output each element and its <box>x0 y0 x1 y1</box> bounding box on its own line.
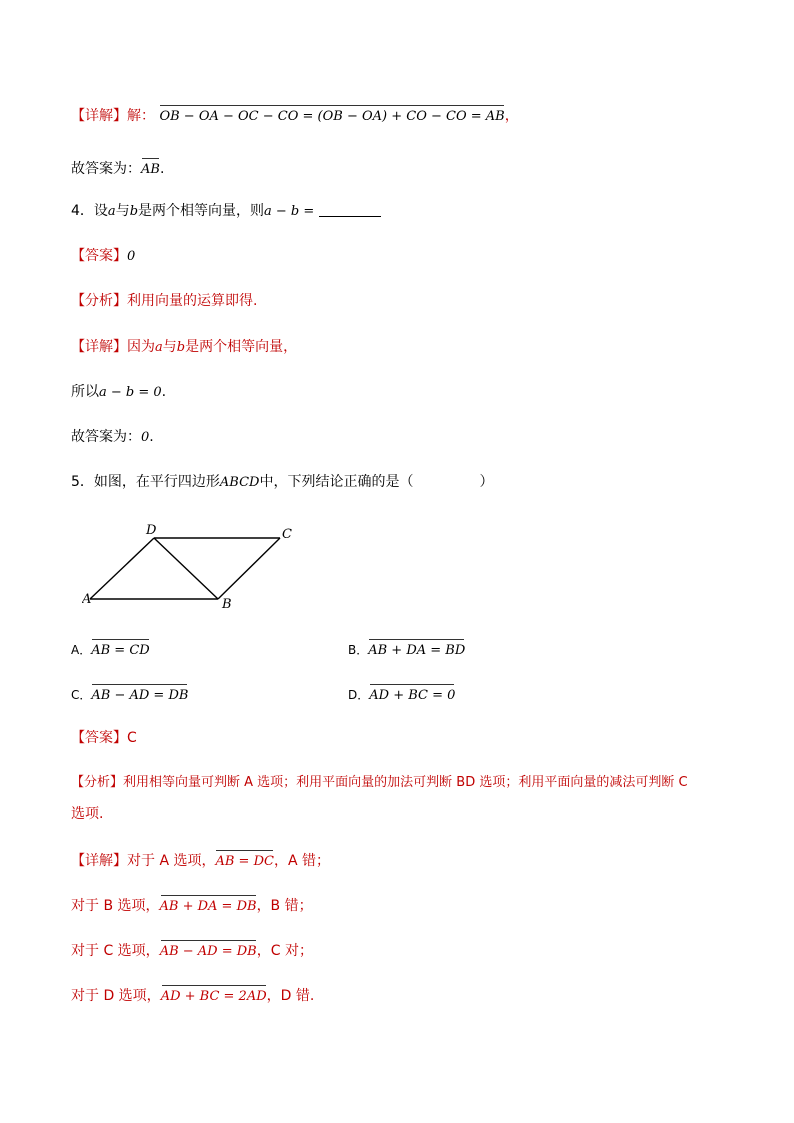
detail-tag: 【详解】 <box>71 108 127 124</box>
edge-bc <box>218 538 280 599</box>
q4-answer-tag: 【答案】 <box>71 248 127 264</box>
formula-vector-equation: OB − OA − OC − CO = (OB − OA) + CO − CO = AB <box>159 104 504 127</box>
option-b-label: B． <box>348 643 369 657</box>
q5-detail-1-expression: AB = DC <box>215 849 273 872</box>
q5-detail-4-a: 对于 D 选项， <box>71 988 161 1004</box>
option-c-expression: AB − AD = DB <box>91 683 188 706</box>
q5-answer <box>71 728 137 748</box>
answer-label: 故答案为： <box>71 161 141 177</box>
q4-detail-vector-b: b <box>176 340 186 355</box>
q5-analysis <box>71 773 688 793</box>
q5-detail-3-expression: AB − AD = DB <box>160 939 257 962</box>
q5-analysis-text: 利用相等向量可判断 A 选项；利用平面向量的加法可判断 BD 选项；利用平面向量的减法可判断 C <box>123 775 688 790</box>
vertex-label-b: B <box>222 597 232 612</box>
q4-expression: a − b = <box>264 204 315 219</box>
detail-prefix: 解： <box>127 108 155 124</box>
option-d[interactable] <box>348 683 455 706</box>
question-5 <box>71 472 493 493</box>
q4-so-expression: a − b = 0 <box>99 385 162 400</box>
q5-answer-value: C <box>127 730 137 746</box>
answer-vector: AB <box>141 157 160 180</box>
q4-text-b: 与 <box>115 203 130 219</box>
q5-detail-3-b: ，C 对； <box>256 943 313 959</box>
q4-analysis-text: 利用向量的运算即得. <box>127 293 258 309</box>
option-c[interactable] <box>71 683 188 706</box>
q5-detail-4 <box>71 984 314 1007</box>
q4-detail-text-a: 因为 <box>127 339 155 355</box>
q4-answer-value: 0 <box>127 249 136 264</box>
q4-analysis-tag: 【分析】 <box>71 293 127 309</box>
answer-line-prev <box>71 157 164 180</box>
option-b[interactable] <box>348 638 465 661</box>
q5-analysis-cont <box>71 804 103 824</box>
q5-detail-4-expression: AD + BC = 2AD <box>161 984 267 1007</box>
option-b-expression: AB + DA = BD <box>368 638 465 661</box>
vertex-label-c: C <box>282 527 292 542</box>
q4-final <box>71 427 154 448</box>
q5-detail-4-b: ，D 错. <box>266 988 315 1004</box>
q5-text: 5．如图，在平行四边形 <box>71 474 220 490</box>
question-4 <box>71 201 381 222</box>
q5-detail-tag: 【详解】 <box>71 853 127 869</box>
option-c-label: C． <box>71 688 92 702</box>
q4-final-label: 故答案为： <box>71 429 141 445</box>
parallelogram-figure <box>82 520 312 615</box>
q5-text-b: 中，下列结论正确的是（ <box>259 474 414 490</box>
option-d-expression: AD + BC = 0 <box>369 683 455 706</box>
q4-answer-blank[interactable] <box>319 202 381 217</box>
q5-shape-name: ABCD <box>219 475 260 490</box>
option-a-label: A． <box>71 643 92 657</box>
q5-analysis-tag: 【分析】 <box>71 775 124 790</box>
q5-detail-1 <box>71 849 330 872</box>
option-a-expression: AB = CD <box>91 638 149 661</box>
detail-line-1 <box>71 104 519 127</box>
q4-detail-text-b: 与 <box>162 339 177 355</box>
option-a[interactable] <box>71 638 150 661</box>
q4-detail-tag: 【详解】 <box>71 339 127 355</box>
q4-detail-text-c: 是两个相等向量， <box>185 339 298 355</box>
q4-final-end: . <box>149 429 154 445</box>
q4-vector-b: b <box>129 204 139 219</box>
answer-end: . <box>159 161 165 177</box>
edge-ad <box>90 538 154 599</box>
q5-detail-1-a: 对于 A 选项， <box>127 853 216 869</box>
q4-so-text: 所以 <box>71 384 99 400</box>
q5-detail-3-a: 对于 C 选项， <box>71 943 160 959</box>
q4-text-c: 是两个相等向量，则 <box>138 203 265 219</box>
vertex-label-d: D <box>146 523 157 538</box>
formula-suffix: ， <box>504 108 519 124</box>
q4-final-value: 0 <box>141 430 150 445</box>
q4-text-a: 4．设 <box>71 203 108 219</box>
q5-detail-2-expression: AB + DA = DB <box>160 894 257 917</box>
option-d-label: D． <box>348 688 370 702</box>
q5-text-c: ） <box>479 474 494 490</box>
q5-answer-tag: 【答案】 <box>71 730 127 746</box>
q5-analysis-text-2: 选项. <box>71 806 104 822</box>
q4-answer <box>71 246 135 267</box>
q4-detail <box>71 337 297 358</box>
q5-detail-2 <box>71 894 313 917</box>
q4-detail-vector-a: a <box>155 340 163 355</box>
q5-detail-2-a: 对于 B 选项， <box>71 898 160 914</box>
q5-detail-3 <box>71 939 313 962</box>
q4-so-end: . <box>161 384 167 400</box>
q4-analysis <box>71 291 257 311</box>
q5-detail-1-b: ，A 错； <box>273 853 330 869</box>
q5-detail-2-b: ，B 错； <box>256 898 313 914</box>
diagonal-db <box>154 538 218 599</box>
vertex-label-a: A <box>82 592 92 607</box>
q4-so <box>71 382 166 403</box>
q4-vector-a: a <box>107 204 116 219</box>
